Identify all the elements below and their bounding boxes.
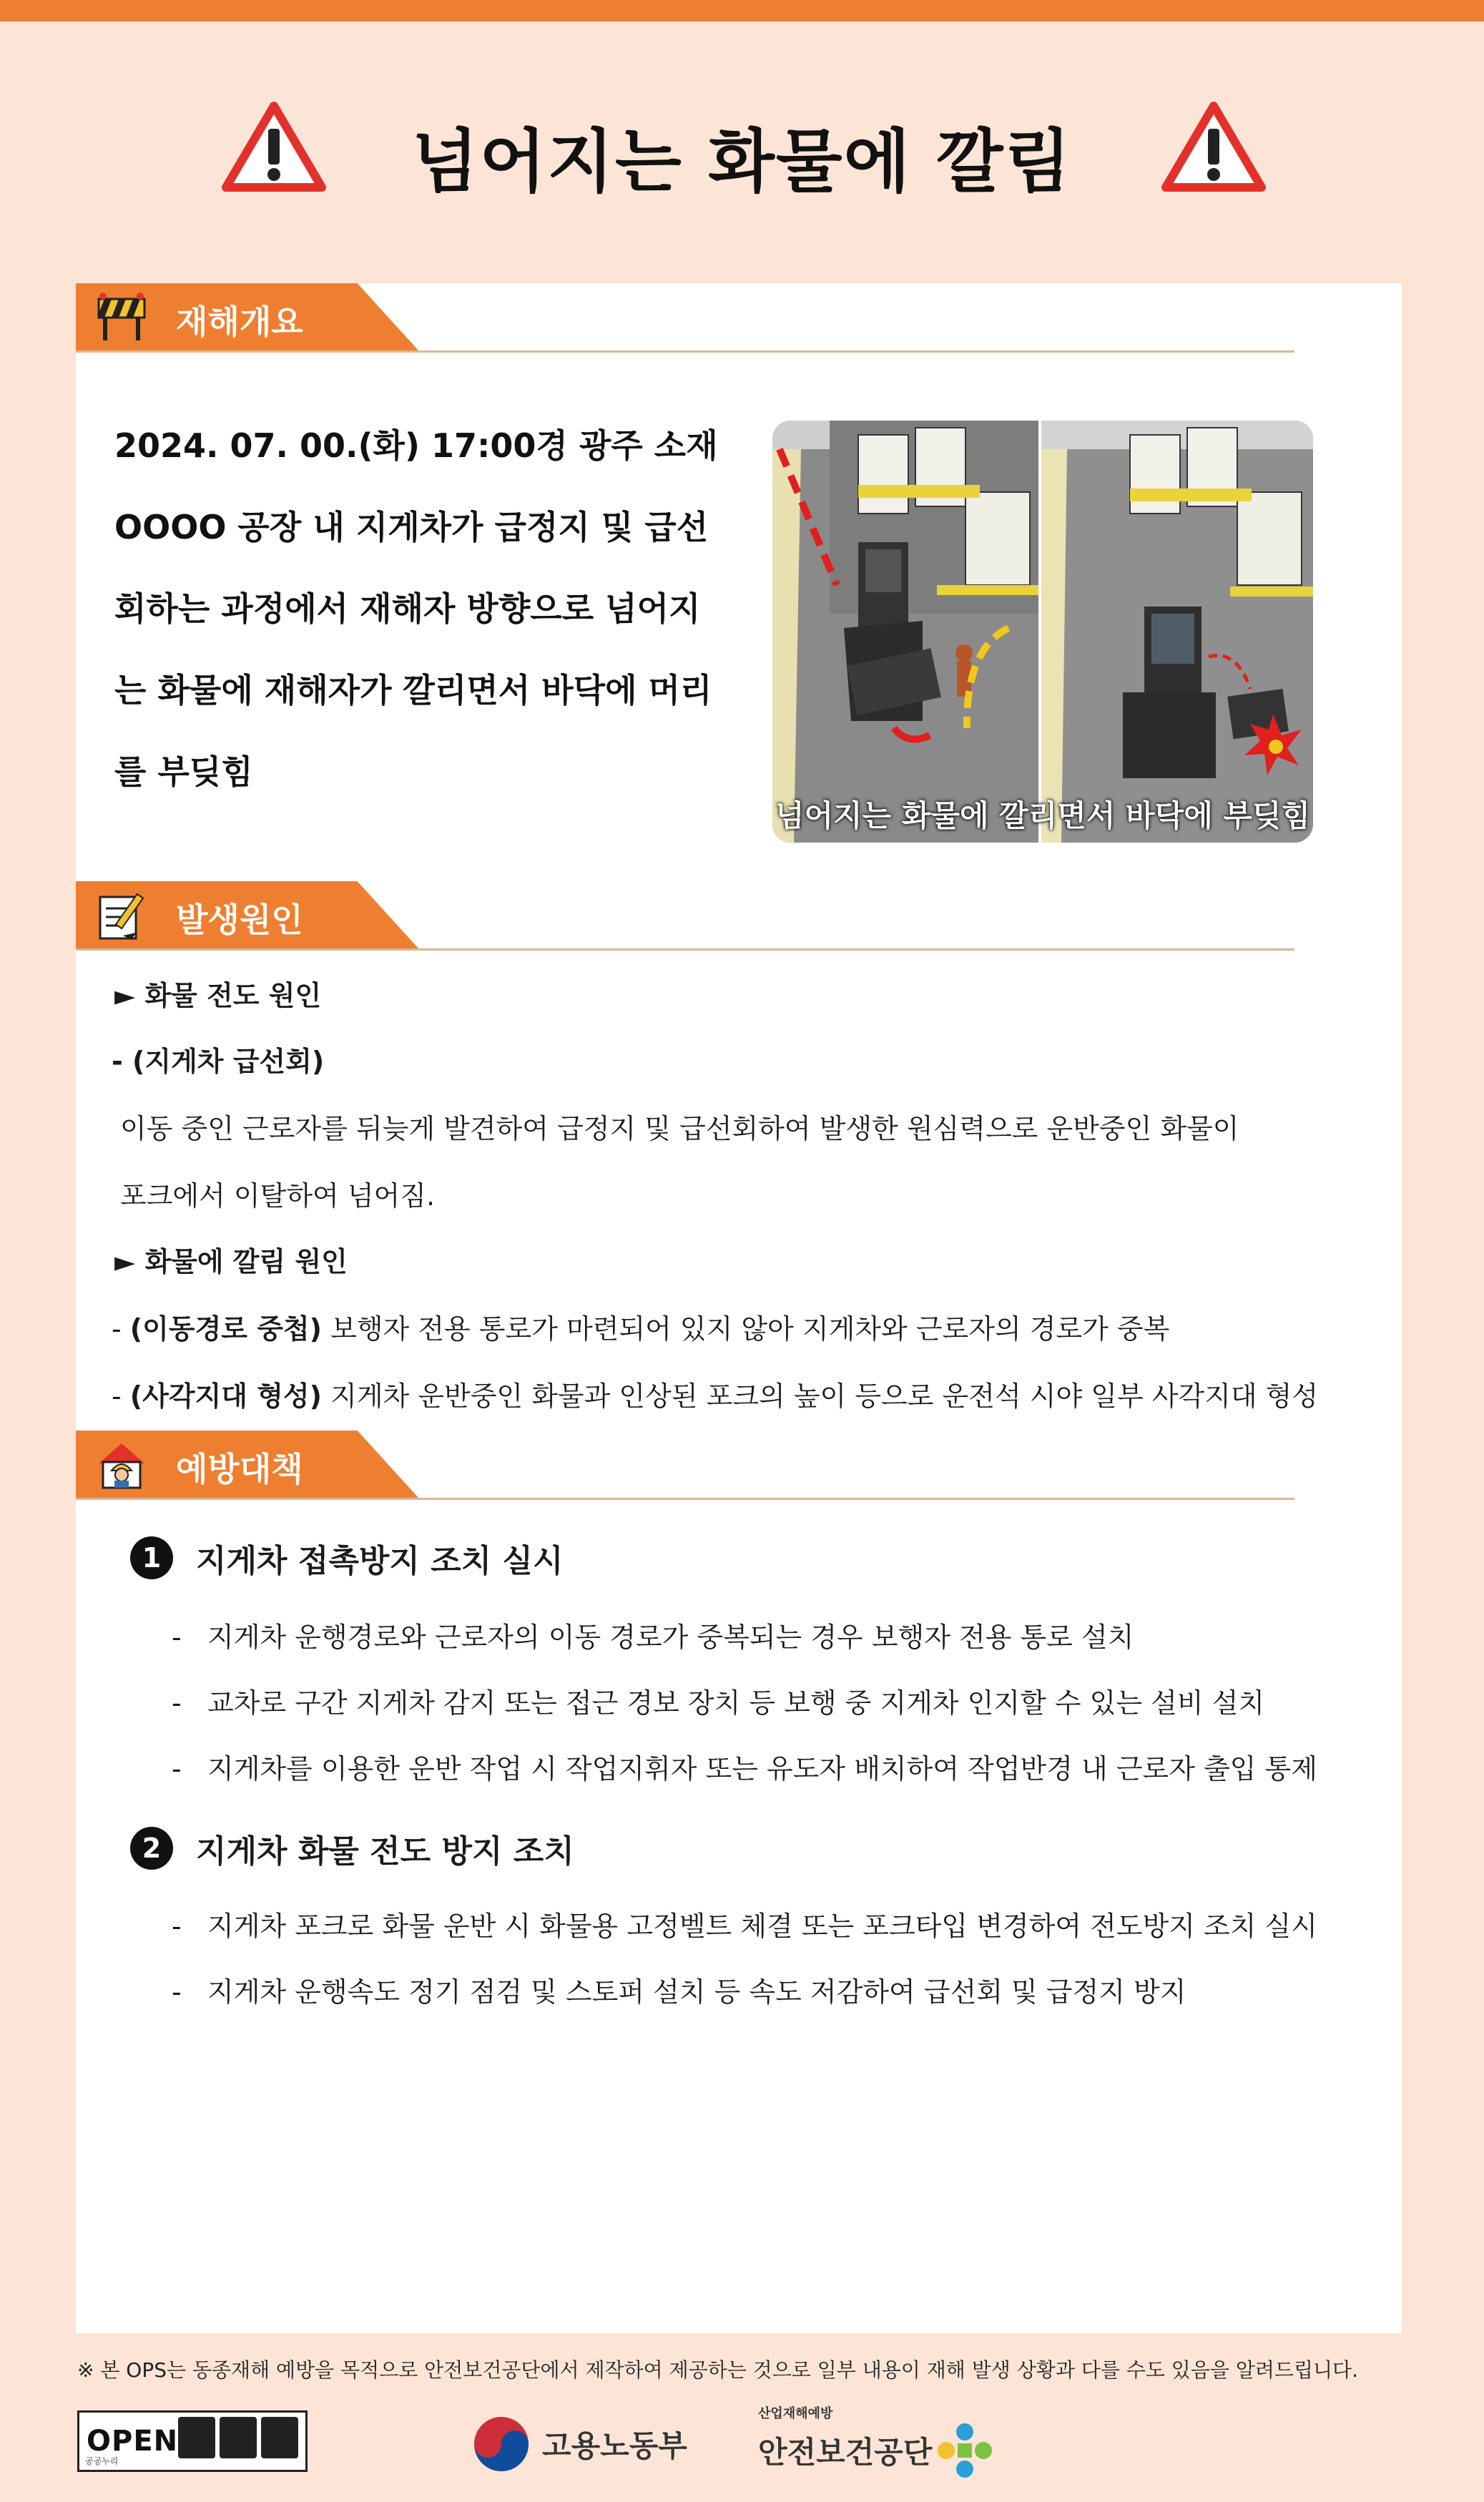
content-card (76, 283, 1402, 2333)
header (0, 21, 1484, 279)
overview-line: 2024. 07. 00.(화) 17:00경 광주 소재 (114, 426, 718, 465)
cause1-subtitle: - (지게차 급선회) (112, 1046, 325, 1077)
overview-line: 를 부딪힘 (114, 752, 253, 791)
overview-line: OOOO 공장 내 지게차가 급정지 및 급선 (114, 508, 709, 546)
cause2-item-label: (사각지대 형성) (129, 1380, 323, 1412)
number-badge: 2 (130, 1827, 173, 1870)
section-header-prevention (76, 1431, 1294, 1502)
forklift-scene-illustration (772, 421, 1313, 843)
accident-illustration (772, 421, 1313, 843)
overview-line: 는 화물에 재해자가 깔리면서 바닥에 머리 (114, 671, 712, 710)
ministry-logo (472, 2415, 687, 2473)
section-title: 재해개요 (176, 303, 303, 341)
prevention-item-2 (130, 1825, 574, 1871)
section-title: 발생원인 (176, 901, 303, 939)
cause2-title: ► 화물에 깔림 원인 (114, 1246, 348, 1277)
license-condition-icons (178, 2417, 298, 2458)
section-header-overview (76, 283, 1294, 355)
prevention-line: - 지게차 운행경로와 근로자의 이동 경로가 중복되는 경우 보행자 전용 통로 설치 (172, 1622, 1134, 1653)
prevention-line: - 지게차 포크로 화물 운반 시 화물용 고정벨트 체결 또는 포크타입 변경하여 전도방지 조치 실시 (172, 1910, 1317, 1942)
open-license-logo (77, 2410, 308, 2472)
clipboard-pencil-icon (94, 890, 149, 941)
illustration-caption: 넘어지는 화물에 깔리면서 바닥에 부딪힘 (775, 798, 1311, 833)
overview-text (114, 405, 744, 813)
prevention-line-text: 지게차 운행속도 정기 점검 및 스토퍼 설치 등 속도 저감하여 급선회 및 급정지 방지 (207, 1976, 1186, 2008)
cause2-item-text: 보행자 전용 통로가 마련되어 있지 않아 지게차와 근로자의 경로가 중복 (330, 1313, 1170, 1345)
prevention-line-text: 지게차 운행경로와 근로자의 이동 경로가 중복되는 경우 보행자 전용 통로 설치 (207, 1622, 1134, 1653)
kosha-tagline: 산업재해예방 (758, 2406, 833, 2421)
worker-house-icon (94, 1439, 149, 1491)
ministry-name: 고용노동부 (542, 2428, 687, 2463)
page-title: 넘어지는 화물에 깔림 (411, 122, 1073, 202)
prevention-line: - 교차로 구간 지게차 감지 또는 접근 경보 장치 등 보행 중 지게차 인지할 수 있는 설비 설치 (172, 1687, 1265, 1719)
cause1-title: ► 화물 전도 원인 (114, 980, 322, 1011)
prevention-line-text: 지게차 포크로 화물 운반 시 화물용 고정벨트 체결 또는 포크타입 변경하여 전도방지 조치 실시 (207, 1910, 1317, 1942)
kosha-cross-icon (936, 2422, 993, 2479)
top-accent-bar (0, 0, 1484, 21)
kosha-logo (758, 2403, 993, 2479)
cause2-item-text: 지게차 운반중인 화물과 인상된 포크의 높이 등으로 운전석 시야 일부 사각지대 형성 (330, 1380, 1319, 1412)
prevention-line: - 지게차를 이용한 운반 작업 시 작업지휘자 또는 유도자 배치하여 작업반경 내 근로자 출입 통제 (172, 1753, 1317, 1785)
open-logo-subtext: 공공누리 (85, 2456, 119, 2466)
prevention-item-1 (130, 1535, 564, 1581)
section-divider (76, 1498, 1294, 1500)
warning-icon (1160, 100, 1267, 193)
barrier-icon (94, 292, 149, 343)
cause2-item-label: (이동경로 중첩) (129, 1313, 323, 1345)
taegeuk-emblem-icon (472, 2415, 531, 2473)
overview-line: 회하는 과정에서 재해자 방향으로 넘어지 (114, 589, 701, 628)
cause2-item (112, 1313, 1169, 1346)
section-header-cause (76, 881, 1294, 953)
prevention-item-title: 지게차 화물 전도 방지 조치 (196, 1833, 574, 1870)
cause1-text-line: 이동 중인 근로자를 뒤늦게 발견하여 급정지 및 급선회하여 발생한 원심력으로 운반중인 화물이 (120, 1113, 1239, 1144)
prevention-line-text: 교차로 구간 지게차 감지 또는 접근 경보 장치 등 보행 중 지게차 인지할 수 있는 설비 설치 (207, 1687, 1265, 1719)
prevention-line-text: 지게차를 이용한 운반 작업 시 작업지휘자 또는 유도자 배치하여 작업반경 내 근로자 출입 통제 (207, 1753, 1317, 1785)
cause2-item (112, 1380, 1318, 1413)
kosha-name: 안전보건공단 (758, 2435, 933, 2470)
cause1-text-line: 포크에서 이탈하여 넘어짐. (120, 1180, 436, 1212)
dash: - (112, 1313, 130, 1345)
disclaimer-footnote: ※ 본 OPS는 동종재해 예방을 목적으로 안전보건공단에서 제작하여 제공하는 것으로 일부 내용이 재해 발생 상황과 다를 수도 있음을 알려드립니다. (77, 2358, 1359, 2382)
prevention-item-title: 지게차 접촉방지 조치 실시 (196, 1543, 564, 1579)
section-divider (76, 350, 1294, 353)
open-logo-text: OPEN (87, 2425, 179, 2458)
section-divider (76, 948, 1294, 951)
prevention-line: - 지게차 운행속도 정기 점검 및 스토퍼 설치 등 속도 저감하여 급선회 및 급정지 방지 (172, 1976, 1186, 2008)
dash: - (112, 1380, 130, 1412)
footer-logos (0, 2396, 1484, 2482)
number-badge: 1 (130, 1536, 173, 1579)
section-title: 예방대책 (176, 1450, 303, 1488)
